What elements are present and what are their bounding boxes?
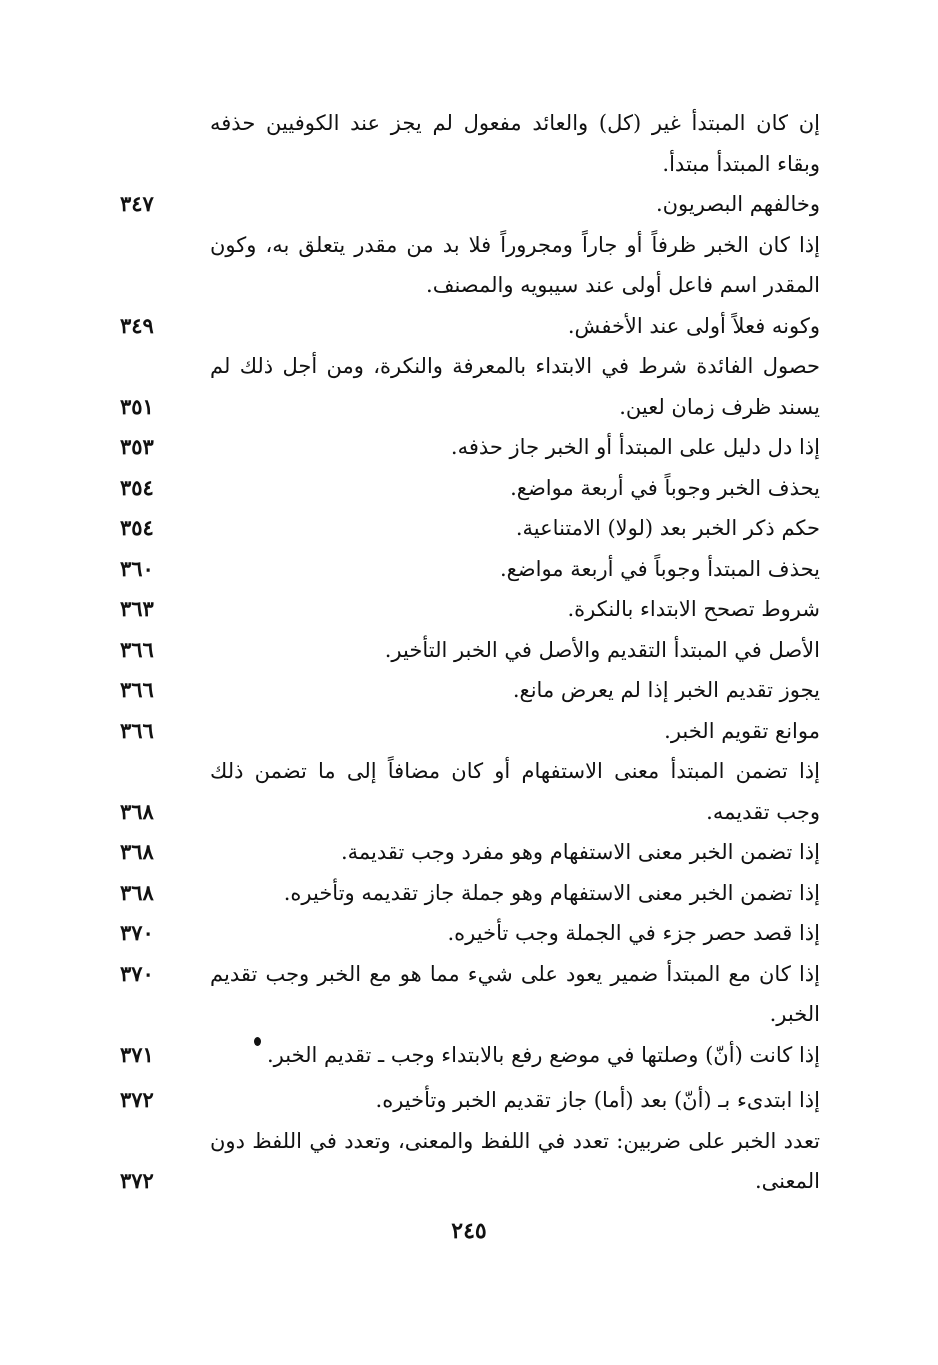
- index-entry: [120, 913, 820, 954]
- index-entries: [120, 103, 820, 1202]
- entry-text: إن كان المبتدأ غير (كل) والعائد مفعول لم يجز عند الكوفيين حذفه وبقاء المبتدأ مبتدأ.: [210, 111, 820, 176]
- entry-page-number: ٣٥٣: [120, 434, 154, 459]
- index-entry: [120, 346, 820, 427]
- entry-page-number: ٣٥٤: [120, 474, 154, 500]
- entry-text: إذا تضمن المبتدأ معنى الاستفهام أو كان مضافاً إلى ما تضمن ذلك وجب تقديمه.: [210, 759, 820, 824]
- entry-text: يحذف المبتدأ وجوباً في أربعة مواضع.: [499, 556, 820, 581]
- entry-text: الأصل في المبتدأ التقديم والأصل في الخبر التأخير.: [384, 637, 820, 662]
- entry-page-number: ٣٥٤: [120, 515, 154, 540]
- index-entry: [120, 873, 820, 914]
- entry-page-number: ٣٤٧: [120, 191, 154, 216]
- entry-page-number: ٣٦٦: [120, 677, 154, 702]
- entry-text: إذا ابتدىء بـ (أنّ) بعد (أما) جاز تقديم الخبر وتأخيره.: [375, 1088, 820, 1112]
- entry-text: يجوز تقديم الخبر إذا لم يعرض مانع.: [512, 678, 820, 702]
- index-entry: [120, 751, 820, 832]
- index-entry: [120, 508, 820, 549]
- entry-page-number: ٣٦٨: [120, 879, 154, 905]
- entry-text: إذا تضمن الخبر معنى الاستفهام وهو مفرد وجب تقديمة.: [340, 840, 820, 864]
- entry-page-number: ٣٧٢: [120, 1168, 154, 1193]
- index-entry: [120, 1080, 820, 1121]
- index-entry: [120, 306, 820, 347]
- index-entry: [120, 184, 820, 225]
- entry-page-number: ٣٦٣: [120, 596, 154, 621]
- index-entry: [120, 1121, 820, 1202]
- index-entry: [120, 225, 820, 306]
- index-entry: [120, 427, 820, 468]
- entry-text: إذا تضمن الخبر معنى الاستفهام وهو جملة جاز تقديمه وتأخيره.: [283, 880, 820, 905]
- index-entry: [120, 832, 820, 873]
- page-number: ٢٤٥: [451, 1218, 487, 1244]
- entry-page-number: ٣٧٢: [120, 1087, 154, 1112]
- index-entry: [120, 589, 820, 630]
- entry-text: وكونه فعلاً أولى عند الأخفش.: [567, 313, 820, 338]
- entry-text: حكم ذكر الخبر بعد (لولا) الامتناعية.: [515, 516, 820, 540]
- index-entry: [120, 103, 820, 184]
- index-entry: [120, 954, 820, 1035]
- entry-text: وخالفهم البصريون.: [655, 192, 820, 216]
- entry-text: يحذف الخبر وجوباً في أربعة مواضع.: [510, 475, 820, 500]
- index-entry: [120, 1035, 820, 1076]
- index-entry: [120, 670, 820, 711]
- entry-text: شروط تصحح الابتداء بالنكرة.: [567, 597, 820, 621]
- entry-page-number: ٣٧٠: [120, 920, 154, 945]
- index-entry: [120, 549, 820, 590]
- entry-page-number: ٣٤٩: [120, 312, 154, 338]
- index-entry: [120, 711, 820, 752]
- index-entry: [120, 468, 820, 509]
- entry-page-number: ٣٦٨: [120, 839, 154, 864]
- entry-text: تعدد الخبر على ضربين: تعدد في اللفظ والمعنى، وتعدد في اللفظ دون المعنى.: [210, 1128, 820, 1193]
- entry-page-number: ٣٧١: [120, 1041, 154, 1067]
- ink-dot-icon: [254, 1037, 261, 1046]
- entry-text: حصول الفائدة شرط في الابتداء بالمعرفة والنكرة، ومن أجل ذلك لم يسند ظرف زمان لعين.: [210, 354, 820, 419]
- entry-text: إذا قصد حصر جزء في الجملة وجب تأخيره.: [447, 921, 820, 945]
- entry-text: إذا كان مع المبتدأ ضمير يعود على شيء مما هو مع الخبر وجب تقديم الخبر.: [210, 961, 820, 1026]
- entry-page-number: ٣٧٠: [120, 960, 154, 986]
- entry-page-number: ٣٦٦: [120, 636, 154, 662]
- entry-text: إذا كانت (أنّ) وصلتها في موضع رفع بالابتداء وجب ـ تقديم الخبر.: [210, 1035, 820, 1076]
- entry-page-number: ٣٦٠: [120, 555, 154, 581]
- entry-text: موانع تقويم الخبر.: [664, 718, 820, 743]
- entry-text: إذا دل دليل على المبتدأ أو الخبر جاز حذفه.: [450, 435, 820, 459]
- entry-text: إذا كان الخبر ظرفاً أو جاراً ومجروراً فلا بد من مقدر يتعلق به، وكون المقدر اسم فاعل أولى عند سيبويه والمصنف.: [210, 232, 820, 297]
- entry-page-number: ٣٥١: [120, 393, 154, 419]
- entry-page-number: ٣٦٦: [120, 717, 154, 743]
- index-entry: [120, 630, 820, 671]
- entry-page-number: ٣٦٨: [120, 798, 154, 824]
